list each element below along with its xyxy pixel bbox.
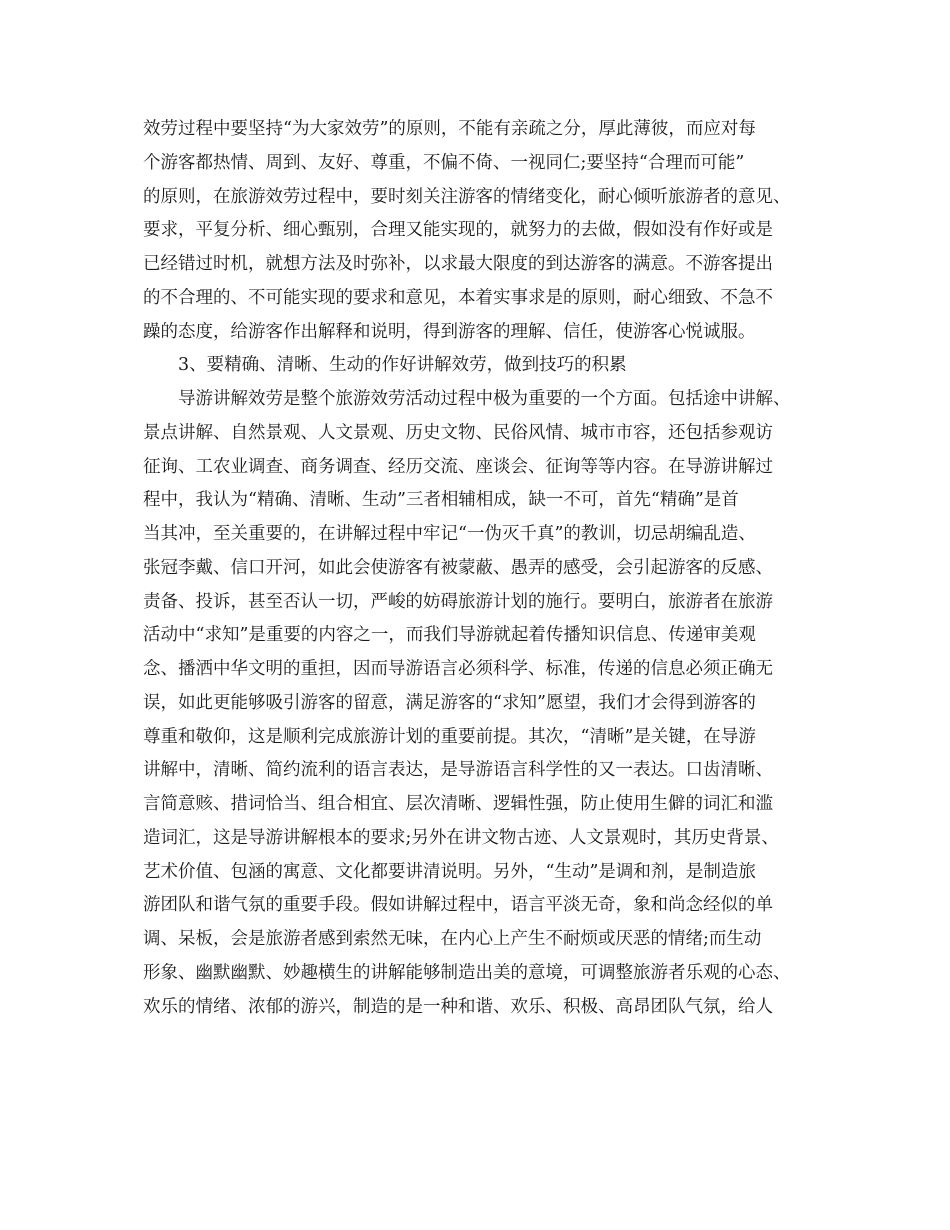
text-line: 的不合理的、不可能实现的要求和意见，本着实事求是的原则，耐心细致、不急不 bbox=[143, 287, 773, 308]
text-line: 言简意赅、措词恰当、组合相宜、层次清晰、逻辑性强，防止使用生僻的词汇和滥 bbox=[143, 794, 773, 814]
text-line: 要求，平复分析、细心甄别，合理又能实现的，就努力的去做，假如没有作好或是 bbox=[143, 220, 773, 241]
text-line: 造词汇，这是导游讲解根本的要求;另外在讲文物古迹、人文景观时，其历史背景、 bbox=[143, 827, 779, 848]
text-line: 程中，我认为“精确、清晰、生动”三者相辅相成，缺一不可，首先“精确”是首 bbox=[143, 490, 739, 511]
text-line: 张冠李戴、信口开河，如此会使游客有被蒙蔽、愚弄的感受，会引起游客的反感、 bbox=[143, 557, 773, 578]
text-line: 已经错过时机，就想方法及时弥补，以求最大限度的到达游客的满意。不游客提出 bbox=[143, 254, 773, 274]
text-line: 调、呆板，会是旅游者感到索然无味，在内心上产生不耐烦或厌恶的情绪;而生动 bbox=[143, 929, 762, 949]
text-line: 艺术价值、包涵的寓意、文化都要讲清说明。另外，“生动”是调和剂，是制造旅 bbox=[143, 861, 756, 882]
text-line: 的原则，在旅游效劳过程中，要时刻关注游客的情绪变化，耐心倾听旅游者的意见、 bbox=[143, 186, 791, 207]
text-line: 游团队和谐气氛的重要手段。假如讲解过程中，语言平淡无奇，象和尚念经似的单 bbox=[143, 895, 773, 916]
text-line: 当其冲，至关重要的，在讲解过程中牢记“一伪灭千真”的教训，切忌胡编乱造、 bbox=[143, 524, 756, 544]
text-line: 误，如此更能够吸引游客的留意，满足游客的“求知”愿望，我们才会得到游客的 bbox=[143, 692, 756, 713]
text-line: 效劳过程中要坚持“为大家效劳”的原则，不能有亲疏之分，厚此薄彼，而应对每 bbox=[143, 119, 756, 139]
text-line: 活动中“求知”是重要的内容之一，而我们导游就起着传播知识信息、传递审美观 bbox=[143, 625, 756, 646]
text-line: 个游客都热情、周到、友好、尊重，不偏不倚、一视同仁;要坚持“合理而可能” bbox=[143, 152, 745, 173]
text-line: 责备、投诉，甚至否认一切，严峻的妨碍旅游计划的施行。要明白，旅游者在旅游 bbox=[143, 591, 773, 612]
paragraph-first-line: 3、要精确、清晰、生动的作好讲解效劳，做到技巧的积累 bbox=[178, 355, 627, 376]
body-text bbox=[143, 113, 823, 1024]
text-line: 形象、幽默幽默、妙趣横生的讲解能够制造出美的意境，可调整旅游者乐观的心态、 bbox=[143, 962, 791, 983]
text-line: 征询、工农业调查、商务调查、经历交流、座谈会、征询等等内容。在导游讲解过 bbox=[143, 456, 773, 477]
text-line: 念、播洒中华文明的重担，因而导游语言必须科学、标准，传递的信息必须正确无 bbox=[143, 659, 773, 679]
paragraph-first-line: 导游讲解效劳是整个旅游效劳活动过程中极为重要的一个方面。包括途中讲解、 bbox=[178, 389, 791, 409]
text-line: 躁的态度，给游客作出解释和说明，得到游客的理解、信任，使游客心悦诚服。 bbox=[143, 321, 756, 342]
text-line: 尊重和敬仰，这是顺利完成旅游计划的重要前提。其次，“清晰”是关键，在导游 bbox=[143, 726, 756, 747]
text-line: 讲解中，清晰、简约流利的语言表达，是导游语言科学性的又一表达。口齿清晰、 bbox=[143, 760, 773, 781]
text-line: 欢乐的情绪、浓郁的游兴，制造的是一种和谐、欢乐、积极、高昂团队气氛，给人 bbox=[143, 996, 773, 1017]
text-line: 景点讲解、自然景观、人文景观、历史文物、民俗风情、城市市容，还包括参观访 bbox=[143, 422, 773, 443]
